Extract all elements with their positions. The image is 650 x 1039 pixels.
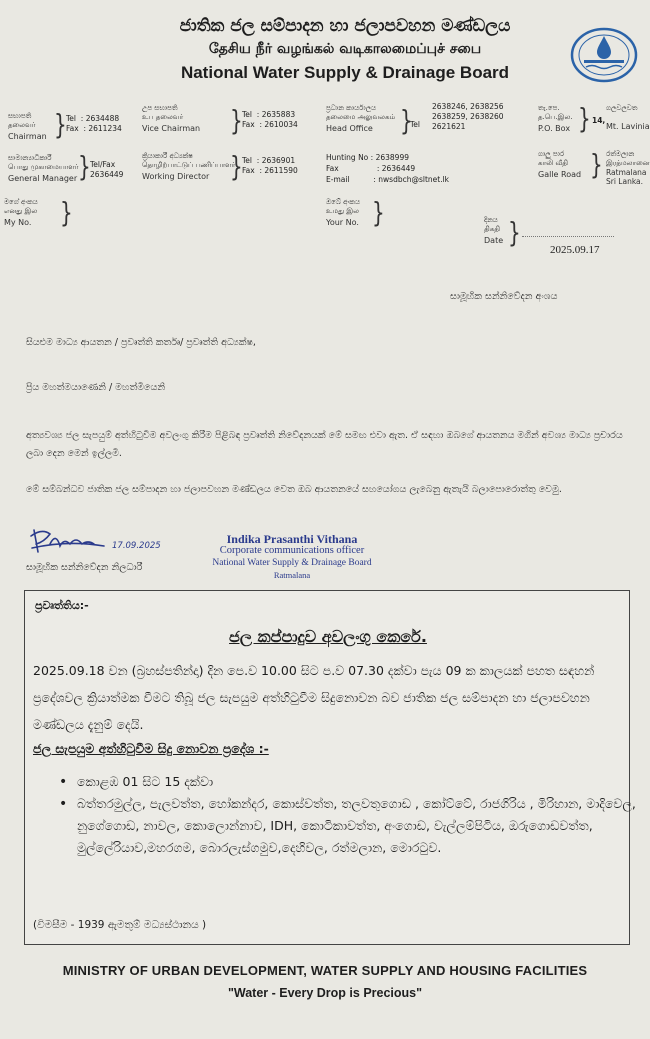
general-manager-phone: Tel/Fax 2636449 (90, 160, 124, 179)
list-item: • කොළඹ 01 සිට 15 දක්වා (77, 771, 637, 793)
chairman-phone: Tel : 2634488 Fax : 2611234 (66, 114, 122, 133)
news-notice-box (24, 590, 636, 945)
signature (28, 524, 108, 558)
head-office-tel-label: Tel (410, 120, 421, 129)
org-name-tamil: தேசிய நீர் வழங்கல் வடிகாலமைப்புச் சபை (208, 41, 482, 57)
nwsdb-logo (570, 26, 638, 84)
date-label: දිනය திகதி Date (484, 216, 504, 245)
letter-date: 2025.09.17 (550, 244, 600, 256)
ministry-footer: MINISTRY OF URBAN DEVELOPMENT, WATER SUPPLY AND HOUSING FACILITIES (62, 963, 588, 978)
brace: } (508, 215, 521, 249)
brace: } (230, 149, 243, 183)
areas-list (55, 771, 637, 859)
po-box-value: 14, (592, 116, 606, 125)
brace: } (400, 103, 413, 137)
notice-body: 2025.09.18 වන (බ්‍රහස්පතින්දා) දින පෙ.ව 10.00 සිට ප.ව 07.30 දක්වා පැය 09 ක කාලයක් පහත සඳහන් ප්‍රදේශවල ක්‍රියාත්මක වීමට තිබූ ජල සැපයුම අත්හිටුවීම සිදුනොවන බව ජාතික ජල සම්පාදන හා ජලාපවහන මණ්ඩලය දැනුම් දෙයි. (33, 663, 595, 732)
dept-heading: සාමූහික සන්නිවේදන අංශය (450, 291, 558, 302)
po-box-label: තැ.පෙ. த.பெ.இல. P.O. Box (538, 104, 573, 133)
brace: } (230, 103, 243, 137)
galle-road-label: ගාලු පාර காலி வீதி Galle Road (538, 150, 582, 179)
brace: } (60, 195, 73, 229)
slogan-footer: "Water - Every Drop is Precious" (227, 986, 423, 1000)
working-director-phone: Tel : 2636901 Fax : 2611590 (242, 156, 298, 175)
working-director-label: ක්‍රියාකාරී අධ්‍යක්ෂ தொழிற்பாட்டுப் பணிப்பாளர் Working Director (142, 152, 236, 181)
recipients: සියළුම මාධ්‍ය ආයතන / ප්‍රවෘත්ති කර්තෘ/ ප්‍රවෘත්ති අධ්‍යක්ෂ, (26, 337, 256, 348)
head-office-label: ප්‍රධාන කාර්යාලය தலைமை அலுவலகம் Head Office (326, 104, 396, 133)
general-manager-label: සාමාන්‍යාධිකාරී பொது முகாமையாளர் General Manager (8, 154, 79, 183)
salutation: ප්‍රිය මහත්මයාණෙනි / මහත්මියෙනි (26, 382, 166, 393)
chairman-label: සභාපති தலைவர் Chairman (8, 112, 47, 141)
hunting-block: Hunting No : 2638999 Fax : 2636449 E-mail : nwsdbch@sltnet.lk (326, 153, 450, 184)
org-name-sinhala: ජාතික ජල සම්පාදන හා ජලාපවහන මණ්ඩලය (179, 16, 511, 36)
date-dotted-line (522, 236, 614, 237)
ratmalana-label: රත්මලාන இரத்மலானை Ratmalana Sri Lanka. (606, 150, 650, 186)
body-paragraph-1: අත්‍යවශ්‍ය ජල සැපයුම් අත්හිටුවීම අවලංගු කිරීම පිළිබඳ ප්‍රවෘත්ති නිවේදනයක් මේ සමඟ එවා ඇත. ඒ සඳහා ඔබගේ ආයතනය මගින් අවශ්‍ය මාධ්‍ය ප්‍රචාරය ලබා දෙන මෙන් ඉල්ලමි. (26, 430, 623, 459)
vice-chairman-label: උප සභාපති உப தலைவர் Vice Chairman (142, 104, 201, 133)
my-no-label: මගේ අංකය எனது இல My No. (4, 198, 38, 227)
signer-role-sinhala: සාමූහික සන්නිවේදන නිලධාරී (26, 562, 143, 573)
vice-chairman-phone: Tel : 2635883 Fax : 2610034 (242, 110, 298, 129)
signer-stamp: Indika Prasanthi Vithana Corporate communications officer National Water Supply & Drainage Board Ratmalana (212, 532, 372, 580)
address-line1: ගලවලවත Mt. Lavinia (606, 104, 650, 131)
signature-date: 17.09.2025 (112, 541, 161, 551)
your-no-label: ඔබේ අංකය உமது இல Your No. (326, 198, 360, 227)
list-item: • බත්තරමුල්ල, පැලවත්ත, හෝකන්දර, කොස්වත්ත, තලවතුගොඩ , කෝට්ටේ, රාජගිරිය , මිරිහාන, මාදිවෙල, නුගේගොඩ, නාවල, කොලොන්නාව, IDH, කොටිකාවත්ත, අංගොඩ, වැල්ලම්පිටිය, ඔරුගොඩවත්ත, මුල්ලේරියාව,මහරගම, බොරලැස්ගමුව,දෙහිවල, රත්මලාන, මොරටුව. (77, 793, 637, 859)
enquiries-note: (විමසීම - 1939 ඇමතුම් මධ්‍යස්ථානය ) (33, 919, 207, 931)
brace: } (372, 195, 385, 229)
brace: } (78, 149, 91, 183)
org-name-english: National Water Supply & Drainage Board (180, 63, 510, 82)
brace: } (54, 107, 67, 141)
notice-title: ජල කප්පාදුව අවලංගු කෙරේ. (229, 627, 427, 646)
body-paragraph-2: මේ සම්බන්ධව ජාතික ජල සම්පාදන හා ජලාපවහන මණ්ඩලය වෙත ඔබ ආයතනයේ සහයෝගය ලැබෙනු ඇතැයි බලාපොරොත්තු වෙමු. (26, 484, 562, 495)
notice-label: ප්‍රවෘත්තිය:- (35, 599, 89, 612)
brace: } (590, 147, 603, 181)
head-office-phones: 2638246, 2638256 2638259, 2638260 2621621 (432, 102, 504, 131)
brace: } (578, 101, 591, 135)
areas-heading: ජල සැපයුම අත්හිටුවීම සිදු නොවන ප්‍රදේශ :- (33, 741, 269, 756)
